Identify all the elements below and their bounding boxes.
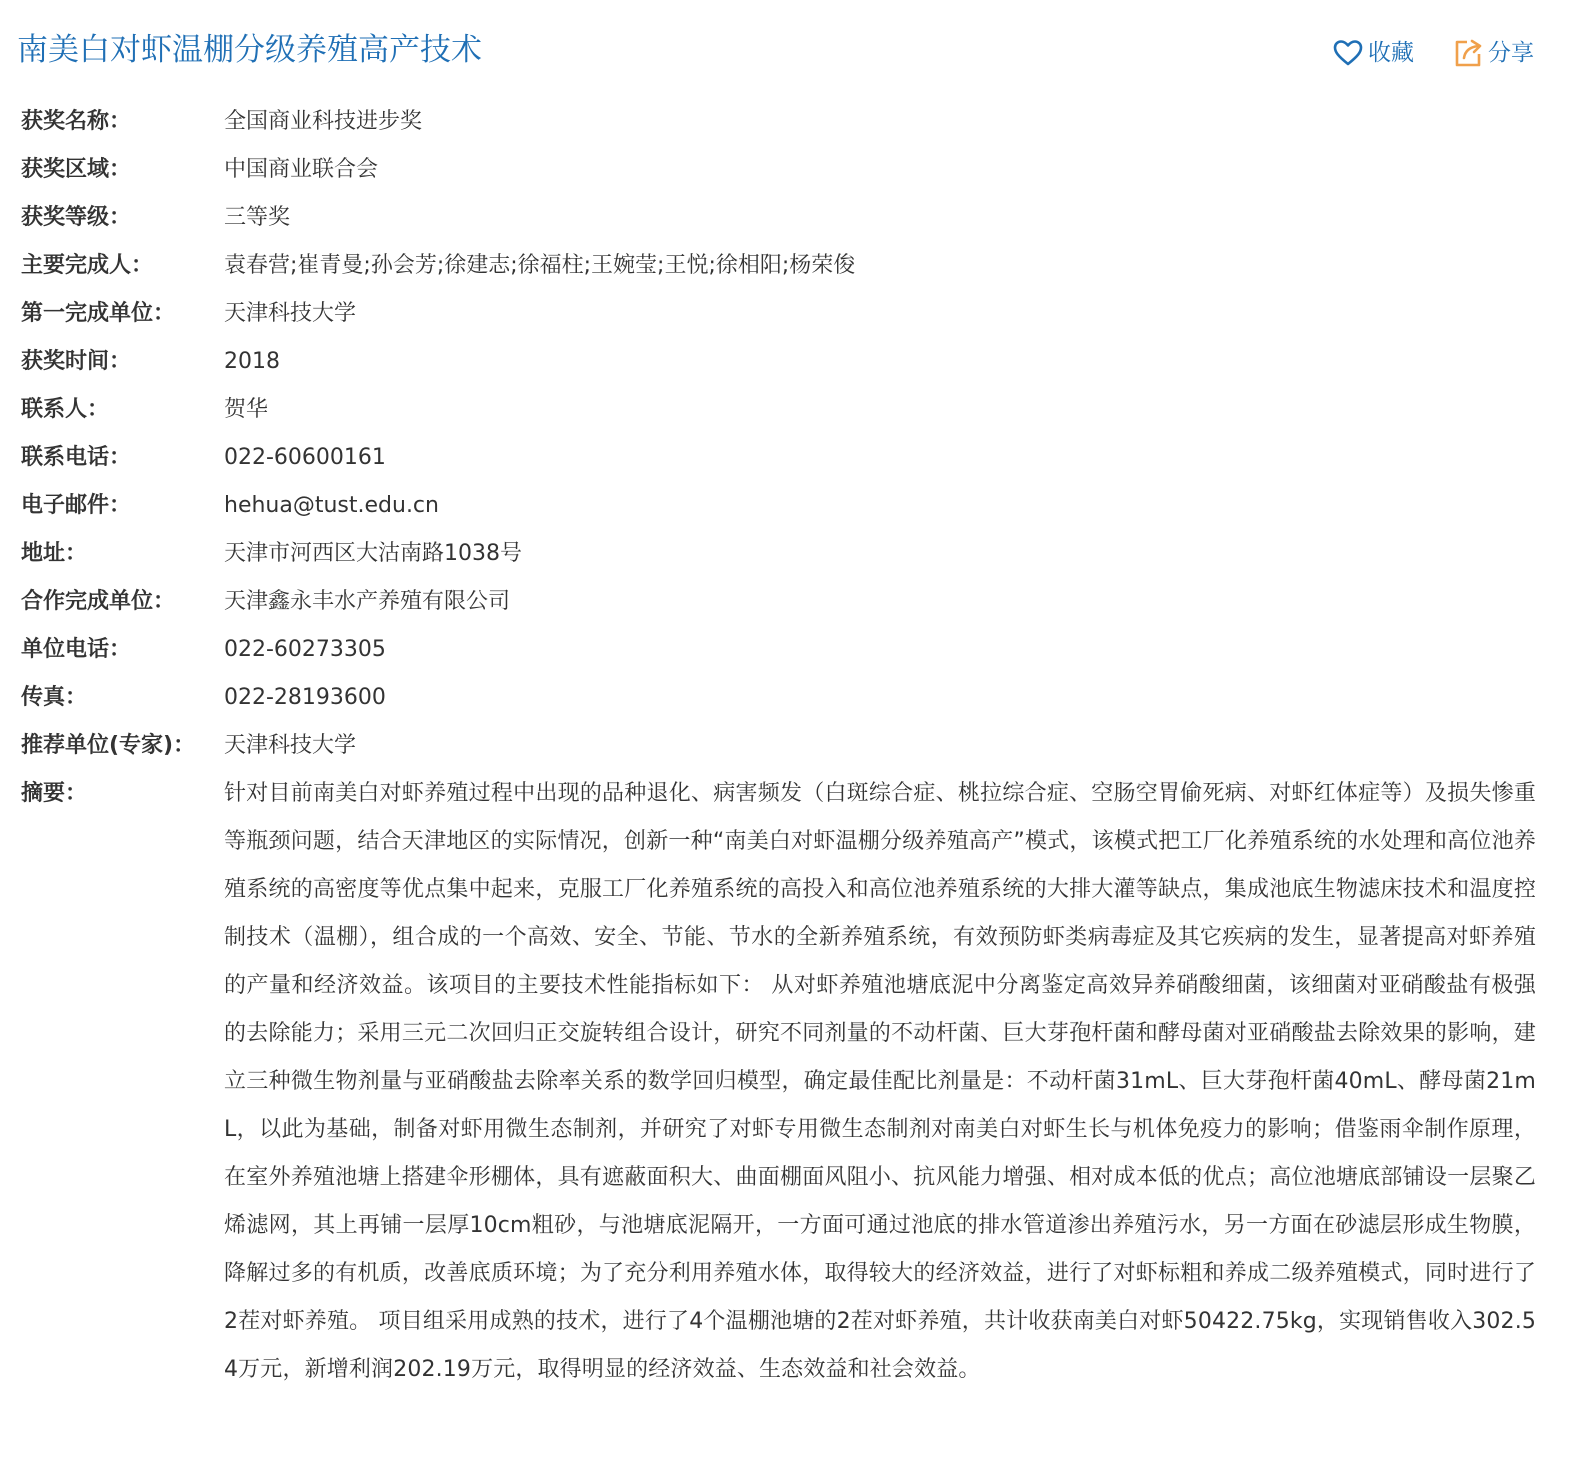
abstract-label: 摘要： <box>21 781 88 806</box>
page-title: 南美白对虾温棚分级养殖高产技术 <box>17 32 482 68</box>
field-award-time <box>21 338 1536 386</box>
field-label: 获奖区域： <box>21 157 132 182</box>
favorite-button[interactable] <box>1332 36 1414 70</box>
field-value: 天津科技大学 <box>224 733 357 758</box>
field-unit-phone <box>21 626 1536 674</box>
heart-icon <box>1332 37 1364 69</box>
share-icon <box>1452 37 1484 69</box>
field-label: 合作完成单位： <box>21 589 176 614</box>
field-value: 中国商业联合会 <box>224 157 379 182</box>
field-label: 联系电话： <box>21 445 132 470</box>
field-label: 传真： <box>21 685 88 710</box>
field-value: 天津科技大学 <box>224 301 357 326</box>
field-label: 单位电话： <box>21 637 132 662</box>
field-fax <box>21 674 1536 722</box>
field-label: 获奖时间： <box>21 349 132 374</box>
field-value: 贺华 <box>224 397 269 422</box>
field-value: 袁春营;崔青曼;孙会芳;徐建志;徐福柱;王婉莹;王悦;徐相阳;杨荣俊 <box>224 253 856 278</box>
field-address <box>21 530 1536 578</box>
field-email <box>21 482 1536 530</box>
field-label: 获奖等级： <box>21 205 132 230</box>
share-label: 分享 <box>1488 40 1534 66</box>
abstract-text: 针对目前南美白对虾养殖过程中出现的品种退化、病害频发（白斑综合症、桃拉综合症、空肠空胃偷死病、对虾红体症等）及损失惨重等瓶颈问题，结合天津地区的实际情况，创新一种“南美白对虾温棚分级养殖高产”模式，该模式把工厂化养殖系统的水处理和高位池养殖系统的高密度等优点集中起来，克服工厂化养殖系统的高投入和高位池养殖系统的大排大灌等缺点，集成池底生物滤床技术和温度控制技术（温棚），组合成的一个高效、安全、节能、节水的全新养殖系统，有效预防虾类病毒症及其它疾病的发生，显著提高对虾养殖的产量和经济效益。该项目的主要技术性能指标如下： 从对虾养殖池塘底泥中分离鉴定高效异养硝酸细菌，该细菌对亚硝酸盐有极强的去除能力；采用三元二次回归正交旋转组合设计，研究不同剂量的不动杆菌、巨大芽孢杆菌和酵母菌对亚硝酸盐去除效果的影响，建立三种微生物剂量与亚硝酸盐去除率关系的数学回归模型，确定最佳配比剂量是：不动杆菌31mL、巨大芽孢杆菌40mL、酵母菌21mL，以此为基础，制备对虾用微生态制剂，并研究了对虾专用微生态制剂对南美白对虾生长与机体免疫力的影响；借鉴雨伞制作原理，在室外养殖池塘上搭建伞形棚体，具有遮蔽面积大、曲面棚面风阻小、抗风能力增强、相对成本低的优点；高位池塘底部铺设一层聚乙烯滤网，其上再铺一层厚10cm粗砂，与池塘底泥隔开，一方面可通过池底的排水管道渗出养殖污水，另一方面在砂滤层形成生物膜，降解过多的有机质，改善底质环境；为了充分利用养殖水体，取得较大的经济效益，进行了对虾标粗和养成二级养殖模式，同时进行了2茬对虾养殖。 项目组采用成熟的技术，进行了4个温棚池塘的2茬对虾养殖，共计收获南美白对虾50422.75kg，实现销售收入302.54万元，新增利润202.19万元，取得明显的经济效益、生态效益和社会效益。 <box>224 781 1536 1382</box>
field-contact-phone <box>21 434 1536 482</box>
field-label: 第一完成单位： <box>21 301 176 326</box>
field-value: 全国商业科技进步奖 <box>224 109 423 134</box>
field-value: 三等奖 <box>224 205 291 230</box>
field-cooperating-unit <box>21 578 1536 626</box>
field-award-region <box>21 146 1536 194</box>
field-contact-person <box>21 386 1536 434</box>
field-label: 地址： <box>21 541 88 566</box>
field-value: 天津鑫永丰水产养殖有限公司 <box>224 589 511 614</box>
field-award-name <box>21 98 1536 146</box>
field-value: 天津市河西区大沽南路1038号 <box>224 541 522 566</box>
action-bar <box>1332 36 1534 70</box>
field-label: 推荐单位(专家)： <box>21 733 196 758</box>
favorite-label: 收藏 <box>1368 40 1414 66</box>
share-button[interactable] <box>1452 36 1534 70</box>
field-first-unit <box>21 290 1536 338</box>
field-abstract <box>21 770 1536 1394</box>
field-value: 022-60273305 <box>224 637 386 662</box>
field-main-contributors <box>21 242 1536 290</box>
field-value: 022-28193600 <box>224 685 386 710</box>
field-award-level <box>21 194 1536 242</box>
field-value: 2018 <box>224 349 280 374</box>
field-label: 电子邮件： <box>21 493 132 518</box>
field-recommending-unit <box>21 722 1536 770</box>
field-label: 主要完成人： <box>21 253 154 278</box>
field-value: hehua@tust.edu.cn <box>224 493 439 518</box>
field-value: 022-60600161 <box>224 445 386 470</box>
field-label: 获奖名称： <box>21 109 132 134</box>
field-label: 联系人： <box>21 397 110 422</box>
award-info-list <box>21 98 1536 1394</box>
